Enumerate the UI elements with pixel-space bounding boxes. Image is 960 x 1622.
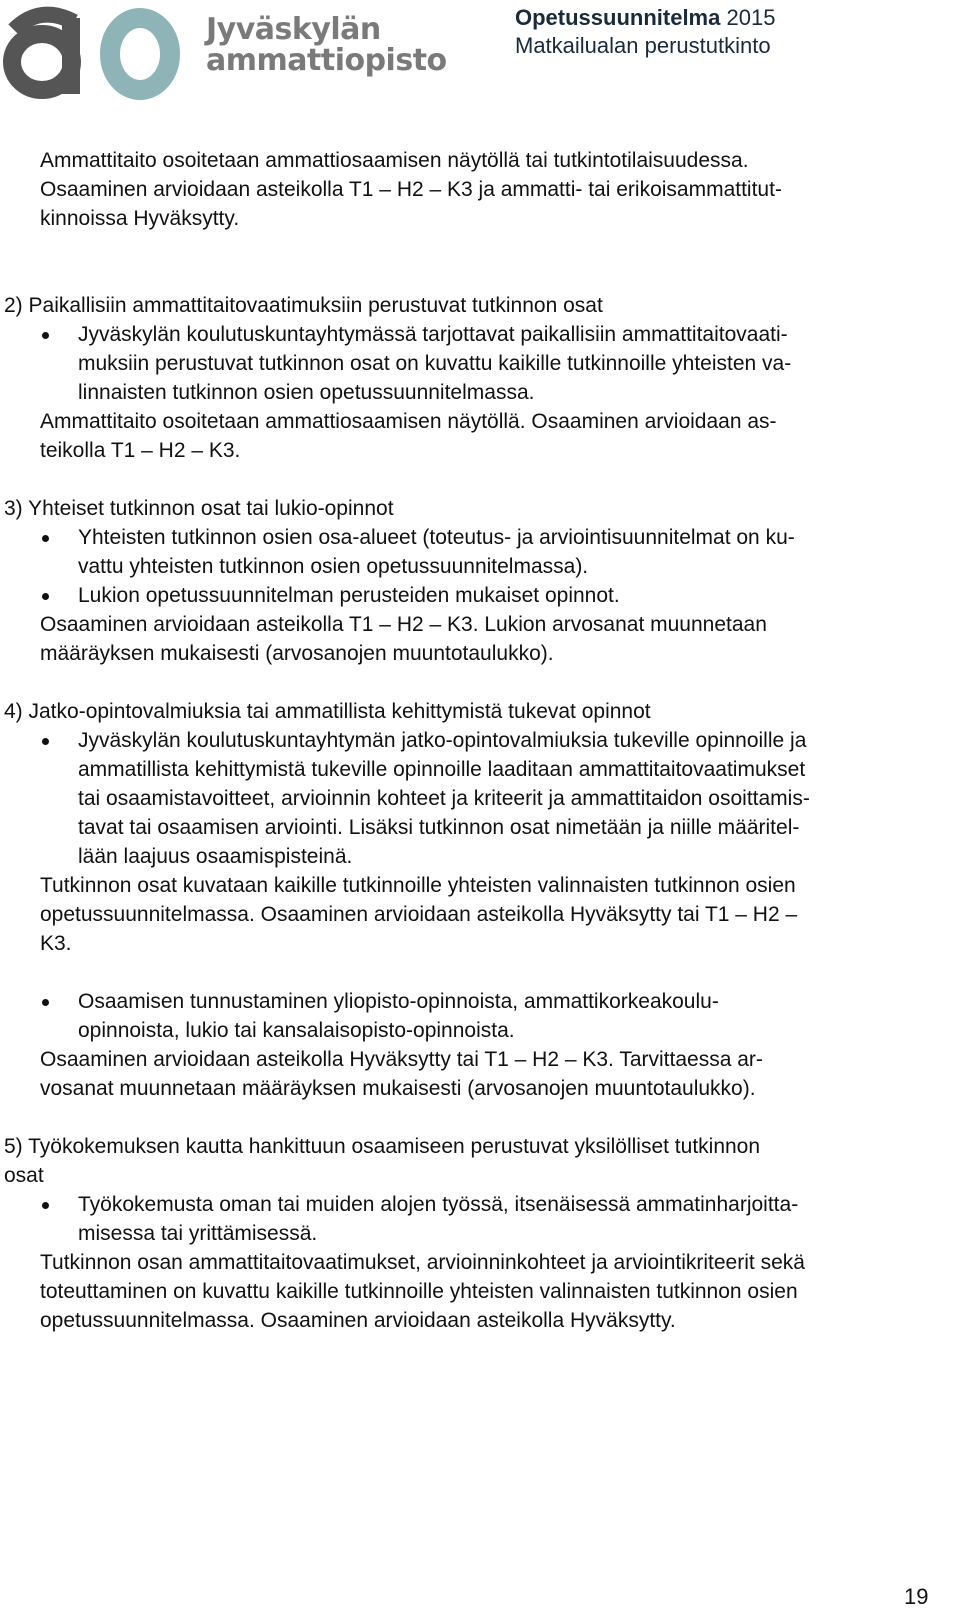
text-line: opinnoista, lukio tai kansalaisopisto-opinnoista. bbox=[78, 1019, 515, 1042]
section-4-paragraph-1 bbox=[40, 871, 940, 958]
text-line: Ammattitaito osoitetaan ammattiosaamisen näytöllä. Osaaminen arvioidaan as- bbox=[40, 410, 777, 433]
bullet-icon bbox=[40, 581, 78, 610]
bullet-icon bbox=[40, 1190, 78, 1248]
header-title-bold: Opetussuunnitelma bbox=[515, 5, 721, 30]
text-line: vosanat muunnetaan määräyksen mukaisesti (arvosanojen muuntotaulukko). bbox=[40, 1077, 756, 1100]
logo-letter-o bbox=[110, 18, 170, 90]
text-line: Osaaminen arvioidaan asteikolla T1 – H2 – K3. Lukion arvosanat muunnetaan bbox=[40, 613, 767, 636]
intro-paragraph bbox=[40, 146, 940, 233]
logo-line2: ammattiopisto bbox=[206, 43, 447, 78]
logo-line1: Jyväskylän bbox=[206, 12, 381, 47]
list-item bbox=[40, 1190, 940, 1248]
heading-text: 4) Jatko-opintovalmiuksia tai ammatillista kehittymistä tukevat opinnot bbox=[4, 700, 651, 723]
logo-wordmark bbox=[206, 14, 447, 76]
list-item bbox=[40, 523, 940, 581]
bullet-icon bbox=[40, 320, 78, 407]
text-line: linnaisten tutkinnon osien opetussuunnitelmassa. bbox=[78, 381, 535, 404]
document-header bbox=[515, 4, 775, 60]
text-line: Osaaminen arvioidaan asteikolla T1 – H2 – K3 ja ammatti- tai erikoisammattitut- bbox=[40, 178, 782, 201]
section-3-heading bbox=[4, 494, 940, 523]
text-line: teikolla T1 – H2 – K3. bbox=[40, 439, 241, 462]
section-4-paragraph-2 bbox=[40, 1045, 940, 1103]
text-line: muksiin perustuvat tutkinnon osat on kuvattu kaikille tutkinnoille yhteisten va- bbox=[78, 352, 792, 375]
text-line: tavat tai osaamisen arviointi. Lisäksi tutkinnon osat nimetään ja niille määritel- bbox=[78, 816, 800, 839]
text-line: määräyksen mukaisesti (arvosanojen muuntotaulukko). bbox=[40, 642, 554, 665]
text-line: kinnoissa Hyväksytty. bbox=[40, 207, 240, 230]
bullet-icon bbox=[40, 523, 78, 581]
text-line: Lukion opetussuunnitelman perusteiden mukaiset opinnot. bbox=[78, 584, 620, 607]
text-line: opetussuunnitelmassa. Osaaminen arvioidaan asteikolla Hyväksytty. bbox=[40, 1309, 676, 1332]
header-title-year: 2015 bbox=[726, 5, 776, 30]
heading-text: 5) Työkokemuksen kautta hankittuun osaamiseen perustuvat yksilölliset tutkinnon bbox=[4, 1135, 761, 1158]
text-line: Työkokemusta oman tai muiden alojen työssä, itsenäisessä ammatinharjoitta- bbox=[78, 1193, 799, 1216]
text-line: Jyväskylän koulutuskuntayhtymässä tarjottavat paikallisiin ammattitaitovaati- bbox=[78, 323, 788, 346]
section-5-paragraph bbox=[40, 1248, 940, 1335]
page-number: 19 bbox=[904, 1584, 929, 1609]
header-subtitle: Matkailualan perustutkinto bbox=[515, 33, 771, 58]
text-line: Osaamisen tunnustaminen yliopisto-opinnoista, ammattikorkeakoulu- bbox=[78, 990, 719, 1013]
bullet-icon bbox=[40, 726, 78, 871]
list-item bbox=[40, 320, 940, 407]
text-line: misessa tai yrittämisessä. bbox=[78, 1222, 318, 1245]
header-title bbox=[515, 4, 775, 32]
list-item bbox=[40, 581, 940, 610]
section-3-paragraph bbox=[40, 610, 940, 668]
text-line: K3. bbox=[40, 932, 72, 955]
list-item bbox=[40, 987, 940, 1045]
heading-text: 3) Yhteiset tutkinnon osat tai lukio-opinnot bbox=[4, 497, 394, 520]
section-2-paragraph bbox=[40, 407, 940, 465]
text-line: lään laajuus osaamispisteinä. bbox=[78, 845, 353, 868]
text-line: Osaaminen arvioidaan asteikolla Hyväksytty tai T1 – H2 – K3. Tarvittaessa ar- bbox=[40, 1048, 763, 1071]
text-line: toteuttaminen on kuvattu kaikille tutkinnoille yhteisten valinnaisten tutkinnon osien bbox=[40, 1280, 798, 1303]
list-item bbox=[40, 726, 940, 871]
text-line: Tutkinnon osan ammattitaitovaatimukset, arvioinninkohteet ja arviointikriteerit sekä bbox=[40, 1251, 805, 1274]
bullet-icon bbox=[40, 987, 78, 1045]
text-line: vattu yhteisten tutkinnon osien opetussuunnitelmassa). bbox=[78, 555, 589, 578]
text-line: ammatillista kehittymistä tukeville opinnoille laaditaan ammattitaitovaatimukset bbox=[78, 758, 806, 781]
heading-text: osat bbox=[4, 1164, 44, 1187]
heading-text: 2) Paikallisiin ammattitaitovaatimuksiin perustuvat tutkinnon osat bbox=[4, 294, 603, 317]
section-5-heading bbox=[4, 1132, 940, 1190]
section-4-heading bbox=[4, 697, 940, 726]
ao-logo-mark bbox=[0, 0, 200, 100]
document-body bbox=[4, 146, 940, 1335]
text-line: tai osaamistavoitteet, arvioinnin kohteet ja kriteerit ja ammattitaidon osoittamis- bbox=[78, 787, 810, 810]
logo-letter-a bbox=[12, 15, 80, 94]
text-line: opetussuunnitelmassa. Osaaminen arvioidaan asteikolla Hyväksytty tai T1 – H2 – bbox=[40, 903, 798, 926]
text-line: Yhteisten tutkinnon osien osa-alueet (toteutus- ja arviointisuunnitelmat on ku- bbox=[78, 526, 795, 549]
section-2-heading bbox=[4, 291, 940, 320]
text-line: Jyväskylän koulutuskuntayhtymän jatko-opintovalmiuksia tukeville opinnoille ja bbox=[78, 729, 807, 752]
logo bbox=[0, 0, 447, 100]
text-line: Ammattitaito osoitetaan ammattiosaamisen näytöllä tai tutkintotilaisuudessa. bbox=[40, 149, 749, 172]
text-line: Tutkinnon osat kuvataan kaikille tutkinnoille yhteisten valinnaisten tutkinnon osien bbox=[40, 874, 796, 897]
